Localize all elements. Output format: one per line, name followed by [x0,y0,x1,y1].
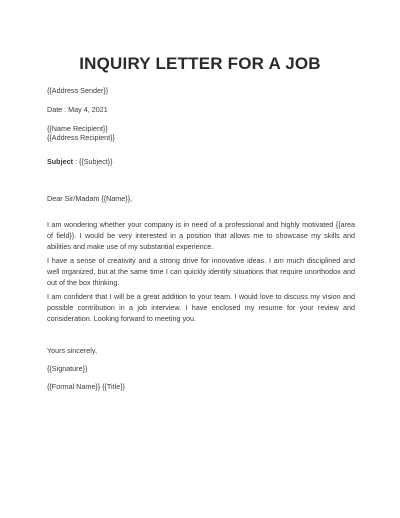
sender-address: {{Address Sender}} [47,86,109,95]
body-paragraph: I am wondering whether your company is in need of a professional and highly motivated {{area of field}}. I would be very interested in a position that allows me to showcase my skills and abilities and make use of my substantial experience. [47,220,355,251]
letter-date: Date : May 4, 2021 [47,105,108,114]
subject-label: Subject [47,157,73,166]
signature: {{Signature}} [47,364,88,373]
body-paragraph: I am confident that I will be a great addition to your team. I would love to discuss my vision and possible contribution in a job interview. I have enclosed my resume for your review and consideration. Looking forward to meeting you. [47,292,355,323]
subject-line [47,157,113,167]
recipient-name: {{Name Recipient}} [47,124,108,133]
recipient-address: {{Address Recipient}} [47,133,115,142]
subject-value: : {{Subject}} [72,157,113,166]
letter-title: INQUIRY LETTER FOR A JOB [79,54,321,73]
body-paragraph: I have a sense of creativity and a strong drive for innovative ideas. I am much disciplined and well organized, but at the same time I can quickly identify situations that require unorthodox and out of the box thinking. [47,256,355,287]
formal-name: {{Formal Name}} {{Title}} [47,382,126,391]
salutation: Dear Sir/Madam {{Name}}, [47,194,133,203]
closing: Yours sincerely, [47,346,97,355]
